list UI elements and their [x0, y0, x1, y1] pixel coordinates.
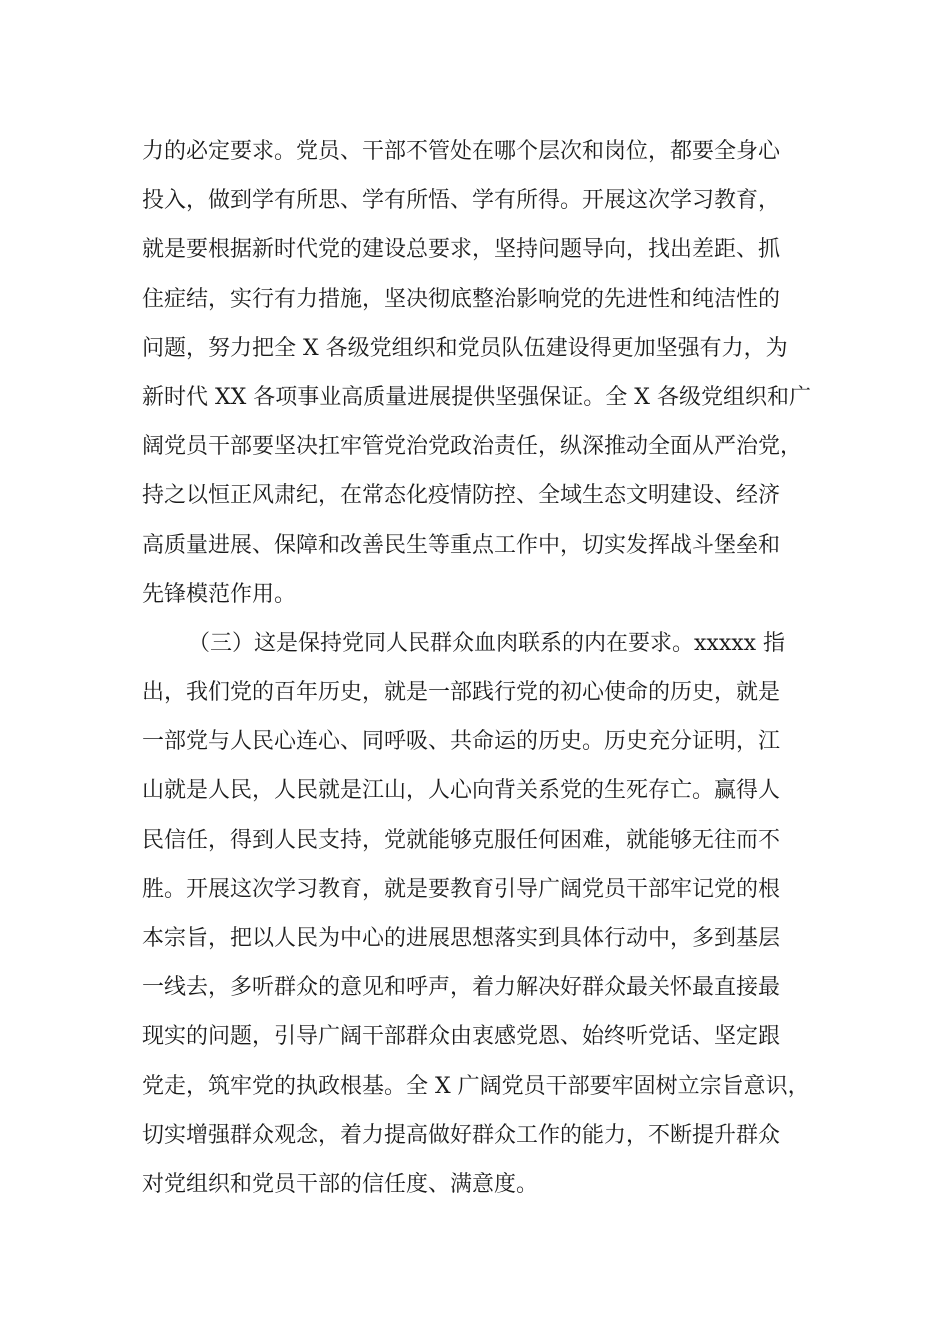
paragraph-line: 党走，筑牢党的执政根基。全 X 广阔党员干部要牢固树立宗旨意识， [142, 1073, 810, 1099]
paragraph-line: 新时代 XX 各项事业高质量进展提供坚强保证。全 X 各级党组织和广 [142, 384, 811, 410]
paragraph-line: 胜。开展这次学习教育，就是要教育引导广阔党员干部牢记党的根 [142, 876, 781, 902]
paragraph-line: 一线去，多听群众的意见和呼声，着力解决好群众最关怀最直接最 [142, 975, 781, 1001]
paragraph-line: 出，我们党的百年历史，就是一部践行党的初心使命的历史，就是 [142, 680, 781, 706]
paragraph-2 [142, 619, 842, 1209]
paragraph-line: （三）这是保持党同人民群众血肉联系的内在要求。xxxxx 指 [188, 630, 786, 656]
paragraph-1 [142, 127, 842, 619]
paragraph-line: 本宗旨，把以人民为中心的进展思想落实到具体行动中，多到基层 [142, 926, 781, 951]
paragraph-line: 持之以恒正风肃纪，在常态化疫情防控、全域生态文明建设、经济 [142, 483, 781, 509]
paragraph-line: 问题，努力把全 X 各级党组织和党员队伍建设得更加坚强有力，为 [142, 335, 788, 361]
paragraph-line: 民信任，得到人民支持，党就能够克服任何困难，就能够无往而不 [142, 827, 781, 853]
paragraph-line: 一部党与人民心连心、同呼吸、共命运的历史。历史充分证明，江 [142, 729, 781, 755]
paragraph-line: 对党组织和党员干部的信任度、满意度。 [142, 1171, 539, 1197]
paragraph-line: 力的必定要求。党员、干部不管处在哪个层次和岗位，都要全身心 [142, 139, 781, 164]
paragraph-line: 阔党员干部要坚决扛牢管党治党政治责任，纵深推动全面从严治党， [142, 434, 803, 460]
paragraph-line: 投入，做到学有所思、学有所悟、学有所得。开展这次学习教育， [142, 188, 781, 214]
paragraph-line: 高质量进展、保障和改善民生等重点工作中，切实发挥战斗堡垒和 [142, 532, 781, 558]
paragraph-line: 山就是人民，人民就是江山，人心向背关系党的生死存亡。赢得人 [142, 778, 781, 804]
paragraph-line: 住症结，实行有力措施，坚决彻底整治影响党的先进性和纯洁性的 [142, 286, 781, 312]
document-body [142, 127, 842, 1209]
paragraph-line: 切实增强群众观念，着力提高做好群众工作的能力，不断提升群众 [142, 1122, 781, 1148]
paragraph-line: 现实的问题，引导广阔干部群众由衷感党恩、始终听党话、坚定跟 [142, 1024, 781, 1050]
paragraph-line: 就是要根据新时代党的建设总要求，坚持问题导向，找出差距、抓 [142, 237, 781, 263]
paragraph-line: 先锋模范作用。 [142, 581, 297, 607]
